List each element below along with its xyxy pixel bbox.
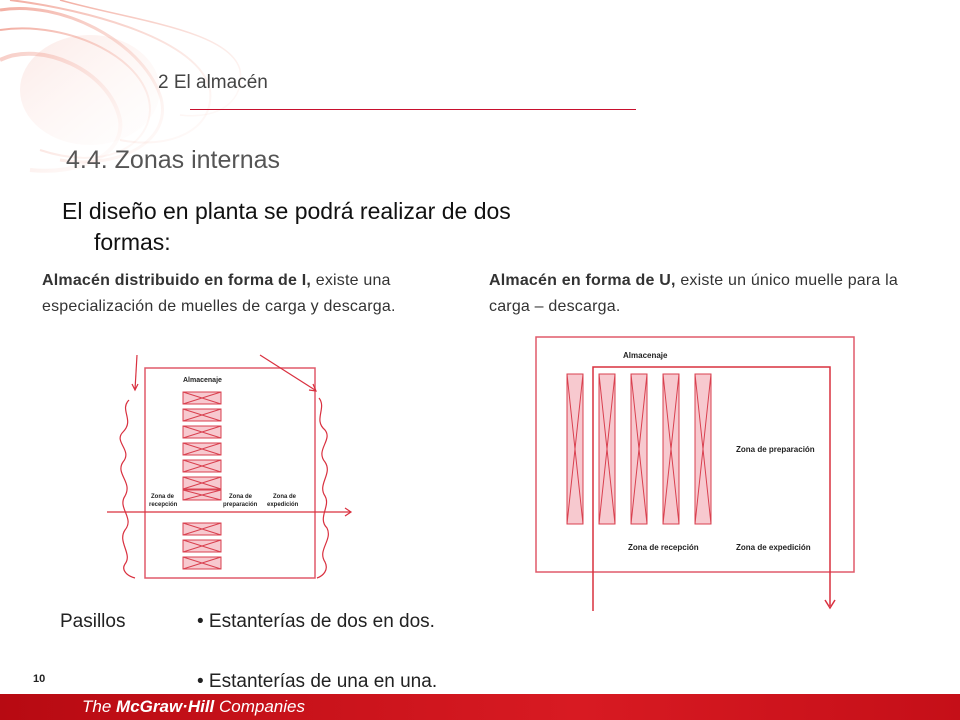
- u-layout-description: [489, 268, 909, 320]
- header-divider: [190, 109, 636, 110]
- u-zone-preparation: Zona de preparación: [736, 445, 815, 454]
- i-layout-text: existe una especialización de muelles de carga y descarga.: [42, 272, 396, 315]
- aisles-bullet-1: • Estanterías de dos en dos.: [197, 611, 435, 632]
- publisher-logo-pre: The: [82, 697, 117, 716]
- u-layout-title: Almacén en forma de U,: [489, 272, 676, 289]
- i-zone-shipping-2: expedición: [267, 502, 299, 508]
- i-zone-shipping-1: Zona de: [273, 494, 297, 500]
- u-zone-reception: Zona de recepción: [628, 543, 699, 552]
- publisher-logo-brand: McGraw·Hill: [116, 697, 215, 716]
- intro-line-1: El diseño en planta se podrá realizar de dos: [62, 198, 511, 224]
- aisles-bullet-2: • Estanterías de una en una.: [197, 671, 438, 692]
- i-zone-preparation-2: preparación: [223, 502, 258, 508]
- u-label-almacenaje: Almacenaje: [623, 351, 668, 360]
- i-layout-description: [42, 268, 472, 320]
- publisher-logo-post: Companies: [214, 697, 305, 716]
- i-zone-reception-1: Zona de: [151, 494, 175, 500]
- i-racks: [183, 392, 221, 569]
- u-flow-arrow: [593, 367, 835, 611]
- publisher-logo: [82, 697, 305, 717]
- section-title: 4.4. Zonas internas: [66, 146, 281, 174]
- aisles-label: Pasillos: [60, 611, 126, 632]
- u-layout-text: existe un único muelle para la carga – descarga.: [489, 272, 899, 315]
- i-warehouse-outline: [145, 368, 315, 578]
- chapter-title: 2 El almacén: [158, 72, 268, 93]
- i-zone-reception-2: recepción: [149, 502, 178, 508]
- u-racks: [567, 374, 711, 524]
- i-layout-title: Almacén distribuido en forma de I,: [42, 272, 312, 289]
- page-number: 10: [33, 673, 46, 685]
- i-layout-diagram: [105, 350, 355, 580]
- i-label-almacenaje: Almacenaje: [183, 377, 222, 384]
- i-zone-preparation-1: Zona de: [229, 494, 253, 500]
- intro-text: [62, 196, 622, 258]
- u-layout-diagram: [533, 334, 858, 616]
- u-zone-shipping: Zona de expedición: [736, 543, 811, 552]
- intro-line-2: formas:: [94, 229, 171, 255]
